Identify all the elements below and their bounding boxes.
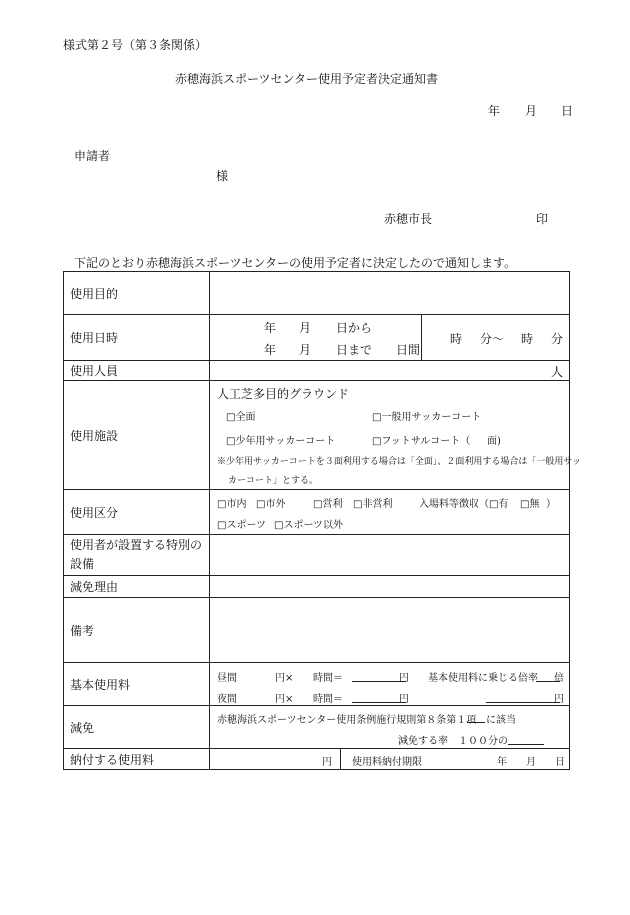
reduction-clause-line[interactable] <box>467 722 485 723</box>
applicant-label: 申請者 <box>74 149 111 163</box>
equipment-label-1: 使用者が設置する特別の <box>70 538 203 552</box>
checkbox-profit[interactable]: □営利 <box>313 499 343 510</box>
form-table <box>63 271 582 770</box>
row-facility <box>64 381 570 490</box>
facility-label: 使用施設 <box>64 381 210 490</box>
fee-day-label: 昼間 <box>217 673 237 684</box>
row-equipment <box>64 535 570 576</box>
row-category <box>64 490 570 535</box>
base-fee-field <box>210 663 570 706</box>
checkbox-city-out[interactable]: □市外 <box>256 499 286 510</box>
dt-min-2: 分 <box>551 332 564 346</box>
facility-ground: 人工芝多目的グラウンド <box>217 387 350 401</box>
row-datetime <box>64 315 570 361</box>
category-field <box>210 490 570 535</box>
fee-total-yen: 円 <box>554 694 564 705</box>
row-remarks <box>64 598 570 663</box>
base-fee-label: 基本使用料 <box>64 663 210 706</box>
form-number: 様式第２号（第３条関係） <box>63 38 208 52</box>
fee-multiplier-label: 基本使用料に乗じる倍率 <box>428 673 538 684</box>
checkbox-full[interactable]: □全面 <box>226 412 256 423</box>
people-unit: 人 <box>550 365 563 379</box>
dt-hour-2: 時 <box>521 332 534 346</box>
facility-note-2: カーコート」とする。 <box>228 476 319 486</box>
payment-year: 年 <box>497 757 507 768</box>
fee-night-hours: 時間＝ <box>313 694 343 705</box>
dt-month-2: 月 <box>299 343 312 357</box>
fee-night-label: 夜間 <box>217 694 237 705</box>
date-month-label: 月 <box>525 104 538 118</box>
payment-yen: 円 <box>322 757 332 768</box>
dt-days: 日間 <box>396 343 421 357</box>
fee-day-hours: 時間＝ <box>313 673 343 684</box>
remarks-label: 備考 <box>64 598 210 663</box>
checkbox-general-soccer[interactable]: □一般用サッカーコート <box>372 412 482 423</box>
document-title: 赤穂海浜スポーツセンター使用予定者決定通知書 <box>175 72 439 86</box>
equipment-field[interactable] <box>210 535 570 576</box>
admission-label: 入場料等徴収（ <box>419 499 489 510</box>
payment-label: 納付する使用料 <box>64 749 210 770</box>
payment-divider <box>340 749 341 770</box>
reduction-rate: 減免する率 １００分の <box>398 736 508 747</box>
facility-note-1: ※少年用サッカーコートを３面利用する場合は「全面」、２面利用する場合は「一般用サッ <box>217 457 582 467</box>
dt-year-1: 年 <box>264 321 277 335</box>
row-exemption-reason <box>64 576 570 598</box>
fee-night-yen: 円 <box>399 694 409 705</box>
reduction-rate-line[interactable] <box>508 744 544 745</box>
intro-text: 下記のとおり赤穂海浜スポーツセンターの使用予定者に決定したので通知します。 <box>74 256 517 270</box>
checkbox-nonprofit[interactable]: □非営利 <box>353 499 393 510</box>
dt-year-2: 年 <box>264 343 277 357</box>
fee-multiplier-unit: 倍 <box>554 673 564 684</box>
purpose-field[interactable] <box>210 272 570 315</box>
reduction-label: 減免 <box>64 706 210 749</box>
fee-night-amount-line[interactable] <box>352 702 406 703</box>
checkbox-non-sports[interactable]: □スポーツ以外 <box>274 520 344 531</box>
seal-label: 印 <box>536 212 549 226</box>
payment-deadline-label: 使用料納付期限 <box>352 757 422 768</box>
people-field[interactable] <box>210 361 570 381</box>
fee-night-yen-x: 円× <box>275 694 294 705</box>
row-reduction <box>64 706 570 749</box>
exemption-reason-field[interactable] <box>210 576 570 598</box>
datetime-label: 使用日時 <box>64 315 210 361</box>
datetime-divider <box>421 315 422 361</box>
payment-month: 月 <box>526 757 536 768</box>
row-purpose <box>64 272 570 315</box>
purpose-label: 使用目的 <box>64 272 210 315</box>
payment-day: 日 <box>555 757 565 768</box>
exemption-reason-label: 減免理由 <box>64 576 210 598</box>
futsal-unit: 面) <box>487 436 501 447</box>
admission-close: ） <box>546 499 556 510</box>
dt-month-1: 月 <box>299 321 312 335</box>
equipment-label-2: 設備 <box>70 557 95 571</box>
category-label: 使用区分 <box>64 490 210 535</box>
row-base-fee <box>64 663 570 706</box>
people-label: 使用人員 <box>64 361 210 381</box>
checkbox-admission-no[interactable]: □無 <box>520 499 540 510</box>
checkbox-city-in[interactable]: □市内 <box>217 499 247 510</box>
equipment-label <box>64 535 210 576</box>
fee-day-amount-line[interactable] <box>352 681 406 682</box>
dt-from: 日から <box>336 321 373 335</box>
date-year-label: 年 <box>488 104 501 118</box>
dt-min-1: 分〜 <box>480 332 505 346</box>
payment-field <box>210 749 570 770</box>
facility-field <box>210 381 582 490</box>
checkbox-junior-soccer[interactable]: □少年用サッカーコート <box>226 436 336 447</box>
reduction-rule: 赤穂海浜スポーツセンター使用条例施行規則第８条第１項 <box>217 715 477 726</box>
fee-day-yen-x: 円× <box>275 673 294 684</box>
reduction-applies: に該当 <box>486 715 516 726</box>
mayor-label: 赤穂市長 <box>384 212 433 226</box>
fee-total-line[interactable] <box>486 702 560 703</box>
reduction-field <box>210 706 570 749</box>
row-payment <box>64 749 570 770</box>
checkbox-futsal[interactable]: □フットサルコート（ <box>372 436 471 447</box>
honorific: 様 <box>216 169 229 183</box>
datetime-field[interactable] <box>210 315 570 361</box>
row-people <box>64 361 570 381</box>
checkbox-admission-yes[interactable]: □有 <box>489 499 509 510</box>
dt-hour-1: 時 <box>450 332 463 346</box>
dt-to: 日まで <box>336 343 373 357</box>
remarks-field[interactable] <box>210 598 570 663</box>
date-day-label: 日 <box>561 104 574 118</box>
fee-day-yen: 円 <box>399 673 409 684</box>
checkbox-sports[interactable]: □スポーツ <box>217 520 267 531</box>
